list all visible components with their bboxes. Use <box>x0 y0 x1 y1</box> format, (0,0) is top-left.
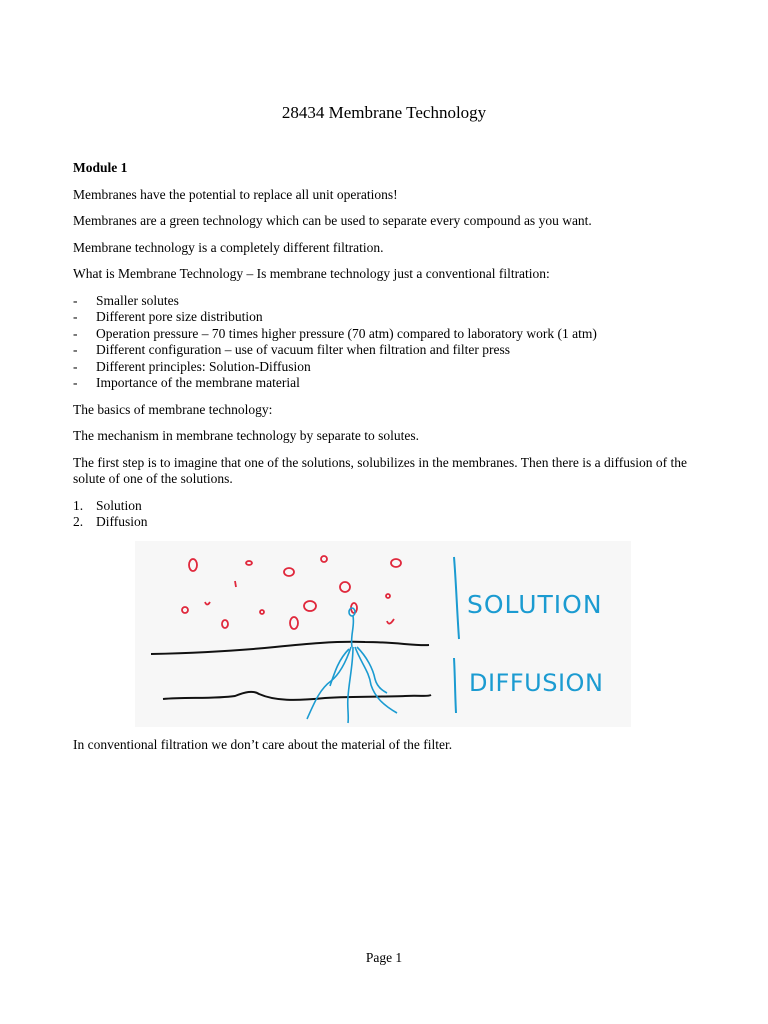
list-item-text: Different pore size distribution <box>96 309 263 324</box>
list-item <box>73 326 693 343</box>
list-marker: - <box>73 309 78 324</box>
list-item <box>73 309 693 326</box>
paragraph-middle-3: The first step is to imagine that one of the solutions, solubilizes in the membranes. Then there is a diffusion of the solute of one of the solutions. <box>73 454 688 486</box>
list-item-text: Different configuration – use of vacuum filter when filtration and filter press <box>96 342 510 357</box>
page-number: Page 1 <box>365 950 403 965</box>
differences-list <box>73 293 693 392</box>
list-marker: - <box>73 292 78 308</box>
paragraph-middle-1: The basics of membrane technology: <box>73 401 273 417</box>
sketch-background <box>135 541 631 727</box>
list-marker: 1. <box>73 497 84 513</box>
solute-molecule <box>235 581 236 587</box>
paragraph-middle-2: The mechanism in membrane technology by separate to solutes. <box>73 428 420 443</box>
list-marker: - <box>73 358 78 374</box>
list-item <box>73 514 693 531</box>
solution-diffusion-sketch <box>135 541 631 727</box>
list-marker: - <box>73 375 78 390</box>
list-item <box>73 293 693 310</box>
list-item <box>73 498 693 515</box>
mechanism-steps-list <box>73 498 693 531</box>
paragraph-intro-1: Membranes have the potential to replace all unit operations! <box>73 186 398 202</box>
paragraph-after-figure: In conventional filtration we don’t care about the material of the filter. <box>73 736 453 752</box>
list-item-text: Solution <box>96 497 142 513</box>
list-item <box>73 342 693 359</box>
paragraph-intro-4: What is Membrane Technology – Is membrane technology just a conventional filtration: <box>73 266 550 281</box>
list-item-text: Importance of the membrane material <box>96 375 300 390</box>
page-content <box>73 160 693 763</box>
paragraph-intro-3: Membrane technology is a completely different filtration. <box>73 239 384 255</box>
page-title: 28434 Membrane Technology <box>281 103 487 122</box>
list-marker: - <box>73 342 78 357</box>
paragraph-intro-2: Membranes are a green technology which can be used to separate every compound as you want. <box>73 213 592 228</box>
list-item-text: Diffusion <box>96 514 148 529</box>
sketch-label-solution: SOLUTION <box>467 589 603 619</box>
sketch-label-diffusion: DIFFUSION <box>469 668 604 697</box>
list-marker: - <box>73 325 78 341</box>
module-heading: Module 1 <box>73 160 128 175</box>
list-marker: 2. <box>73 514 84 529</box>
list-item-text: Different principles: Solution-Diffusion <box>96 358 311 374</box>
list-item <box>73 375 693 392</box>
list-item-text: Smaller solutes <box>96 292 179 308</box>
list-item-text: Operation pressure – 70 times higher pressure (70 atm) compared to laboratory work (1 atm) <box>96 325 597 341</box>
list-item <box>73 359 693 376</box>
sketch-drawing <box>135 541 631 727</box>
